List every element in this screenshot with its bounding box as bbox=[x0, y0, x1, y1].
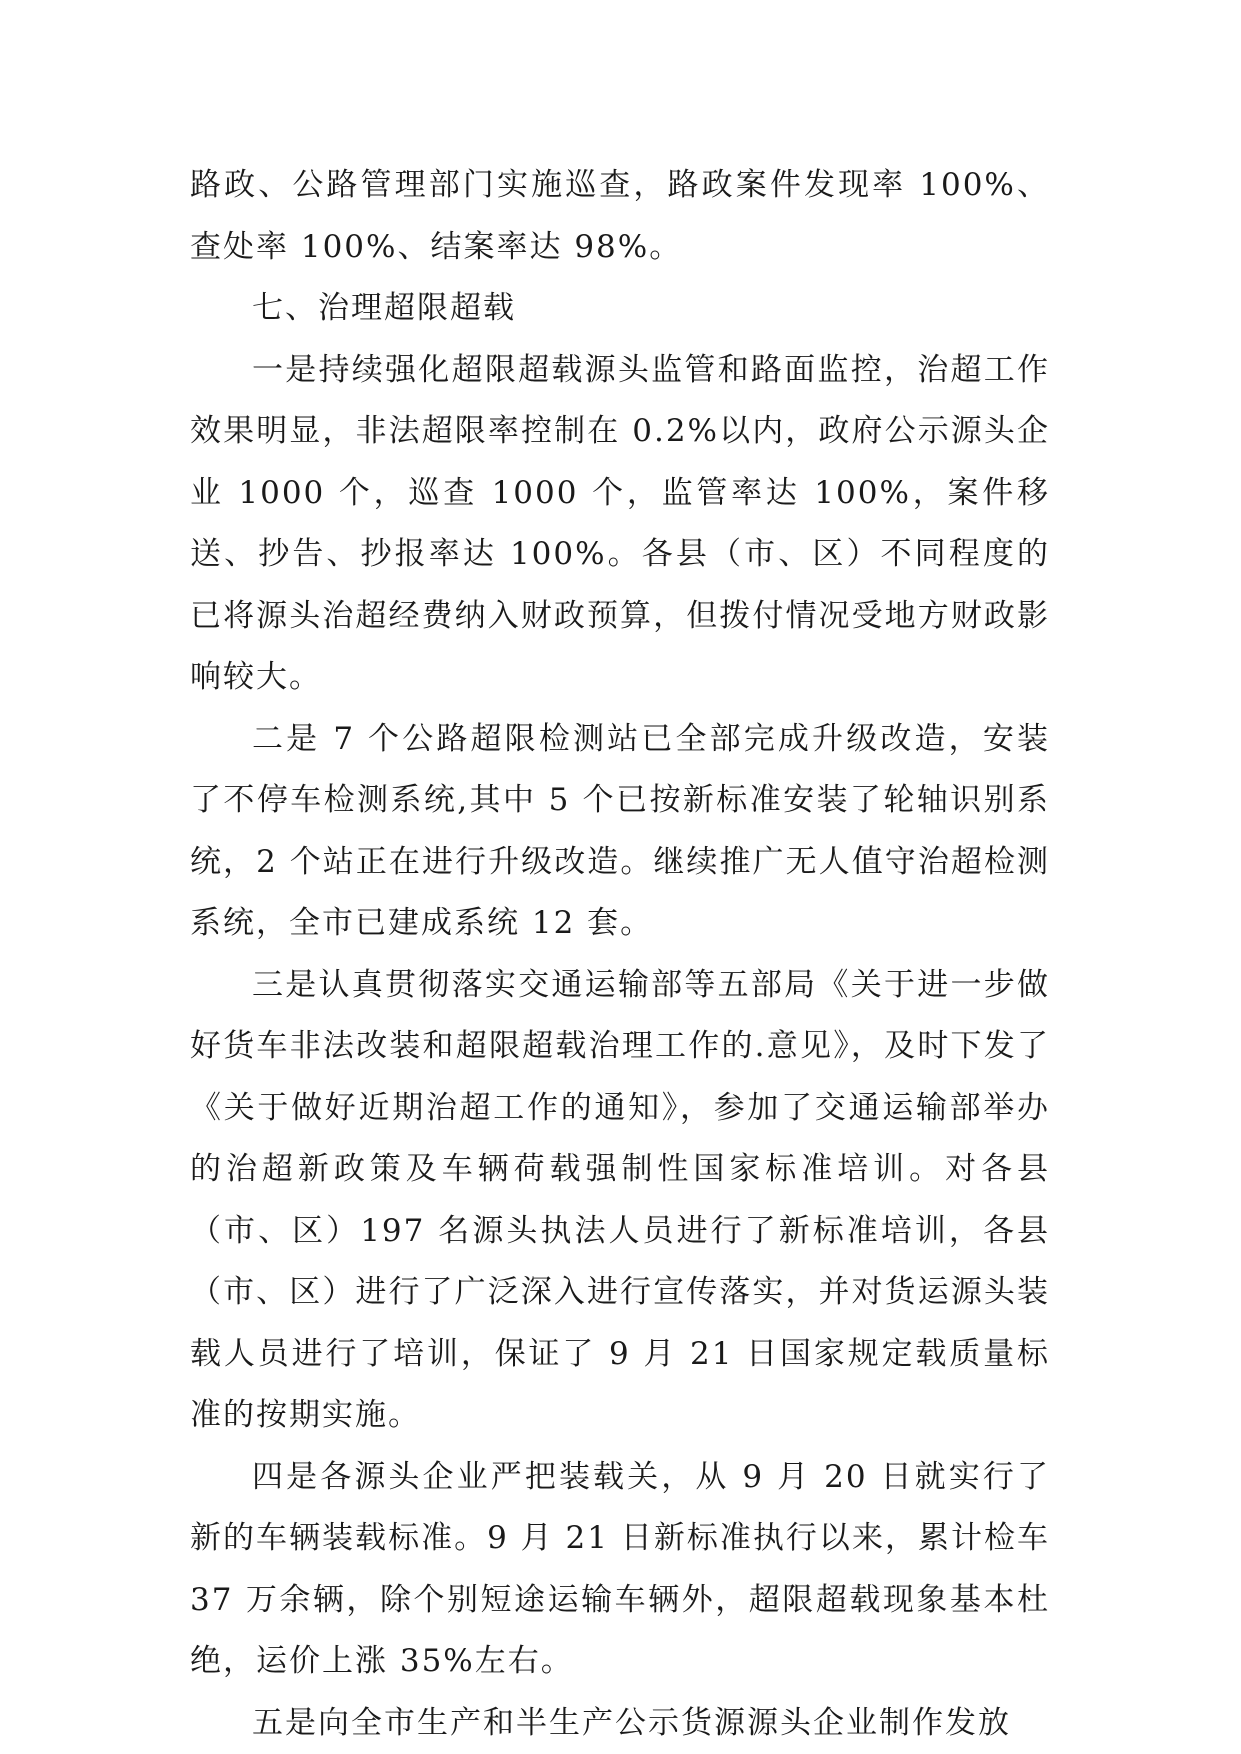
section-heading-overload-control: 七、治理超限超载 bbox=[252, 290, 516, 326]
paragraph-point-three: 三是认真贯彻落实交通运输部等五部局《关于进一步做好货车非法改装和超限超载治理工作的.意见》，及时下发了《关于做好近期治超工作的通知》，参加了交通运输部举办的治超新政策及车辆荷载强制性国家标准培训。对各县（市、区）197 名源头执法人员进行了新标准培训，各县（市、区）进行了广泛深入进行宣传落实，并对货运源头装载人员进行了培训，保证了 9 月 21 日国家规定载质量标准的按期实施。 bbox=[190, 966, 1050, 1433]
paragraph-point-four: 四是各源头企业严把装载关，从 9 月 20 日就实行了新的车辆装载标准。9 月 21 日新标准执行以来，累计检车 37 万余辆，除个别短途运输车辆外，超限超载现象基本杜绝，运价上涨 35%左右。 bbox=[190, 1458, 1050, 1679]
paragraph-point-two: 二是 7 个公路超限检测站已全部完成升级改造，安装了不停车检测系统,其中 5 个已按新标准安装了轮轴识别系统，2 个站正在进行升级改造。继续推广无人值守治超检测系统，全市已建成系统 12 套。 bbox=[190, 720, 1050, 941]
document-body bbox=[190, 155, 1050, 1754]
paragraph-road-inspection: 路政、公路管理部门实施巡查，路政案件发现率 100%、查处率 100%、结案率达 98%。 bbox=[190, 167, 1050, 265]
paragraph-point-one: 一是持续强化超限超载源头监管和路面监控，治超工作效果明显，非法超限率控制在 0.2%以内，政府公示源头企业 1000 个，巡查 1000 个，监管率达 100%，案件移送、抄告、抄报率达 100%。各县（市、区）不同程度的已将源头治超经费纳入财政预算，但拨付情况受地方财政影响较大。 bbox=[190, 351, 1050, 695]
paragraph-point-five: 五是向全市生产和半生产公示货源源头企业制作发放 bbox=[252, 1704, 1011, 1741]
